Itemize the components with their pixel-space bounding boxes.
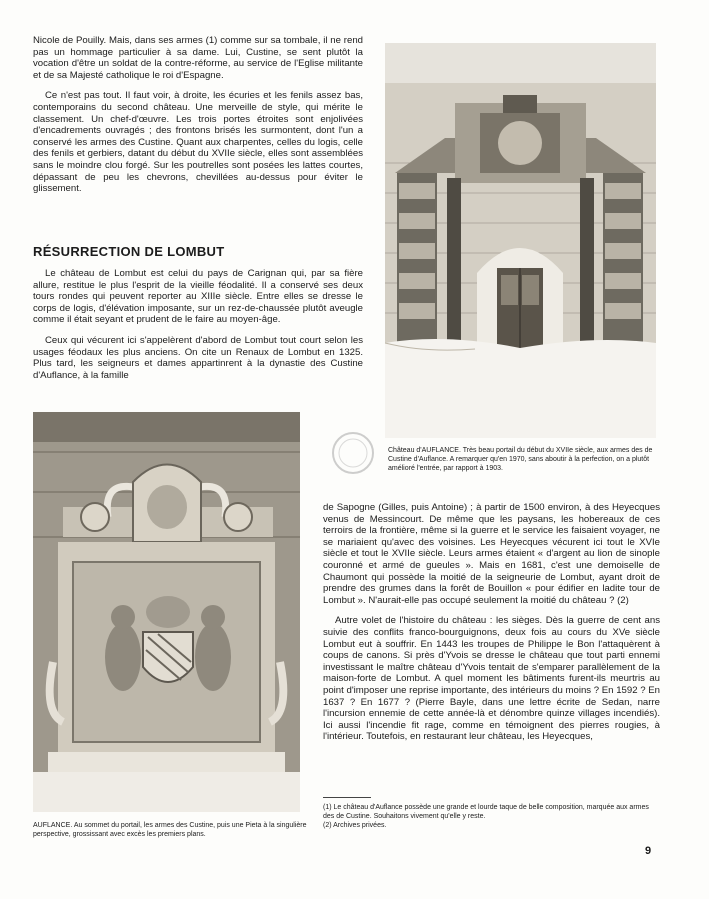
section-heading: RÉSURRECTION DE LOMBUT: [33, 244, 225, 259]
footnotes: [323, 803, 660, 830]
column-left-top: [33, 35, 363, 204]
column-right-bottom: [323, 502, 660, 752]
paragraph: Ce n'est pas tout. Il faut voir, à droite, les écuries et les fenils assez bas, contemporains du second château. Une merveille de style, qui mérite le classement. Un chef-d'œuvre. Les trois portes étroites sont enjolivées d'encadrements ouvragés ; des frontons brisés les surmontent, dont l'un a conservé les armes des Custine. Quant aux charpentes, celles du logis, celle des fenils et gerbiers, datant du début du XVIIe siècle, elles sont assemblées sans le moindre clou forgé. Sur les poutrelles sont posées les lattes courtes, dépassant de peu les chevrons, chevillées au-dessus pour éviter le glissement.: [33, 90, 363, 195]
page-number: 9: [645, 845, 652, 857]
portal-photo-illustration: [385, 43, 656, 438]
paragraph: Ceux qui vécurent ici s'appelèrent d'abord de Lombut tout court selon les usages féodaux les plus anciens. On cite un Renaux de Lombut en 1325. Plus tard, les seigneurs et dames appartinrent à la dynastie des Custine d'Auflance, à la famille: [33, 334, 363, 381]
column-left-middle: [33, 268, 363, 390]
library-stamp-icon: [330, 430, 376, 476]
paragraph: Le château de Lombut est celui du pays de Carignan qui, par sa fière allure, restitue le plus l'esprit de la vieille féodalité. Il a conservé ses deux tours rondes qui peuvent reporter au XIIIe siècle. Entre elles se dresse le corps de logis, d'élévation imposante, sur un rez-de-chaussée plutôt aveugle comme il était seyant et prudent de le faire au moyen-âge.: [33, 268, 363, 326]
photo-coat-of-arms: [33, 412, 300, 812]
photo-portal: [385, 43, 656, 438]
paragraph: Autre volet de l'histoire du château : les sièges. Dès la guerre de cent ans suivie des conflits franco-bourguignons, deux fois au cours du XVe siècle Lombut eut à souffrir. En 1443 les troupes de Philippe le Bon l'attaquèrent à coups de canons. Si près d'Yvois se dresse le château que tout parti ennemi investissant le maître château d'Yvois tentait de s'emparer parallèlement de la maison-forte de Lombut. A quel moment les bâtiments furent-ils meurtris au point d'imposer une reprise importante, des intérieurs du moins ? En 1592 ? En 1637 ? En 1677 ? (Pierre Bayle, dans une lettre écrite de Sedan, narre l'incursion ennemie de cette année-là et dénombre quinze villages incendiés). Ici aussi l'incendie fit rage, comme en témoignent des pierres rougies, à l'intérieur. Toutefois, en restaurant leur château, les Heyecques,: [323, 615, 660, 743]
paragraph: Nicole de Pouilly. Mais, dans ses armes (1) comme sur sa tombale, il ne rend pas un hommage particulier à sa dame. Lui, Custine, se sent plutôt la vocation d'être un soldat de la contre-réforme, au service de l'Eglise militante et de sa Majesté catholique le roi d'Espagne.: [33, 35, 363, 81]
coat-of-arms-photo-illustration: [33, 412, 300, 812]
footnote: (2) Archives privées.: [323, 822, 387, 829]
photo-portal-caption: Château d'AUFLANCE. Très beau portail du début du XVIIe siècle, aux armes des de Custine d'Auflance. A remarquer qu'en 1970, sans aboutir à la perfection, on a plutôt amélioré l'entrée, par rapport à 1903.: [388, 447, 653, 472]
photo-coat-of-arms-caption: AUFLANCE. Au sommet du portail, les armes des Custine, puis une Pieta à la singulière perspective, grossissant avec excès les premiers plans.: [33, 822, 307, 838]
paragraph: de Sapogne (Gilles, puis Antoine) ; à partir de 1500 environ, à des Heyecques venus de Messincourt. De même que les paysans, les hobereaux de ces terroirs de la frontière, même si la guerre et le service les faisaient voyager, ne se mariaient qu'avec des voisines. Les Heyecques vécurent ici tout le XVIe siècle et tout le XVIIe siècle. Leurs armes étaient « d'argent au lion de sinople couronné et armé de gueules ». Mais en 1681, c'est une demoiselle de Chaumont qui possède la moitié de la seigneurie de Lombut, ayant droit de prendre des grumes dans la forêt de Bouillon « pour édifier en ladite tour de Lombut ». N'aurait-elle pas occupé seulement la moitié du château ? (2): [323, 502, 660, 606]
footnote-rule: [323, 797, 371, 798]
footnote: (1) Le château d'Auflance possède une grande et lourde taque de belle composition, marquée aux armes des de Custine. Souhaitons vivement qu'elle y reste.: [323, 804, 649, 820]
